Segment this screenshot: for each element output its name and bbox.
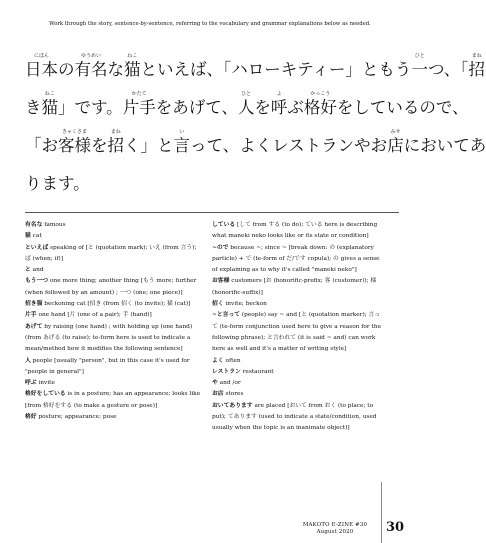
page-number: 30 [386, 520, 405, 535]
story-text-segment: においてあ [403, 136, 486, 155]
story-segment [58, 129, 91, 156]
vocab-entry [25, 231, 201, 242]
story-text-segment: ぶ [287, 98, 304, 117]
story-segment [58, 53, 75, 80]
story-segment [141, 53, 412, 80]
vocabulary-right-column [212, 220, 384, 435]
story-text [25, 42, 486, 194]
story-text-segment: の [58, 60, 75, 79]
furigana: にほん [33, 53, 49, 59]
vocab-term: ~と言って [212, 312, 241, 319]
vocab-definition: posture; appearance; pose [38, 414, 117, 421]
furigana: まね [471, 53, 482, 59]
story-segment [25, 91, 42, 118]
furigana: ひと [241, 91, 252, 97]
furigana: い [179, 129, 185, 135]
story-text-segment: 言 [173, 136, 190, 155]
story-segment [428, 53, 469, 80]
vocab-definition: famous [44, 222, 66, 228]
vocab-definition: restaurant [242, 368, 274, 375]
story-segment [25, 167, 90, 194]
vocab-definition: and [32, 267, 44, 274]
story-text-segment: を [91, 136, 108, 155]
furigana: まね [110, 129, 121, 135]
vocab-term: あげて [25, 323, 43, 330]
story-text-segment: 格好 [303, 98, 337, 117]
story-text-segment: をしているので、 [336, 98, 469, 117]
story-text-segment: 片手 [122, 98, 156, 117]
story-text-segment: をあげて、 [155, 98, 238, 117]
story-line [25, 80, 469, 118]
vocab-definition: speaking of [と (quotation mark); いえ (from 言う); ば (when; if)] [25, 244, 197, 262]
vocab-entry [212, 276, 384, 299]
story-text-segment: な [107, 60, 124, 79]
vocab-term: 人 [25, 357, 31, 364]
vocab-entry [25, 310, 201, 321]
story-text-segment: 客様 [58, 136, 91, 155]
story-text-segment: 一 [411, 60, 428, 79]
story-segment [124, 129, 174, 156]
story-text-segment: き [25, 98, 42, 117]
furigana [108, 53, 125, 60]
story-segment [411, 53, 428, 80]
furigana: きゃくさま [61, 129, 87, 135]
story-segment [25, 53, 58, 80]
story-segment [387, 129, 404, 156]
vocab-entry [25, 276, 201, 299]
story-segment [25, 129, 58, 156]
story-segment [174, 129, 191, 156]
furigana: ねこ [44, 91, 55, 97]
vocab-term: 格好をしている [25, 391, 66, 398]
furigana [254, 91, 271, 98]
furigana [404, 129, 486, 136]
story-line [25, 118, 486, 156]
story-line [25, 156, 397, 194]
story-segment [156, 91, 238, 118]
furigana: みせ [390, 129, 401, 135]
vocab-entry [25, 378, 201, 389]
vocab-entry [25, 299, 201, 310]
story-segment [287, 91, 304, 118]
vocab-definition: stores [225, 391, 244, 398]
furigana [337, 91, 469, 98]
vocab-term: 有名な [25, 222, 43, 228]
issue-date: August 2020 [316, 529, 354, 535]
vocab-term: や [212, 380, 218, 387]
story-text-segment: 猫 [124, 60, 141, 79]
story-segment [42, 91, 59, 118]
vocab-definition: are placed [おいて from おく (to place; to put); てあります (used to indicate a state/condition, used usually when the topic is an inanimate object)] [212, 402, 377, 432]
story-segment [190, 129, 387, 156]
footer-accent-bar [381, 482, 382, 543]
story-segment [469, 53, 486, 80]
vocab-entry [212, 401, 384, 435]
story-text-segment: 招 [107, 136, 124, 155]
vocab-term: している [212, 222, 236, 228]
vocab-definition: is in a posture; has an appearance; looks like [from 格好をする (to make a gesture or pose)] [25, 391, 201, 409]
vocab-entry [212, 378, 384, 389]
vocab-entry [25, 356, 201, 379]
furigana: ゆうめい [80, 53, 101, 59]
furigana: ねこ [127, 53, 138, 59]
vocab-term: といえば [25, 244, 49, 251]
vocab-entry [212, 310, 384, 355]
story-segment [337, 91, 469, 118]
story-text-segment: 招 [468, 60, 486, 79]
furigana [58, 91, 123, 98]
story-text-segment: といえば、「ハローキティー」ともう [140, 60, 412, 79]
story-text-segment: 有名 [74, 60, 108, 79]
story-text-segment: 日本 [25, 60, 58, 79]
vocab-entry [212, 367, 384, 378]
vocab-term: もう一つ [25, 278, 49, 285]
story-segment [91, 129, 108, 156]
vocab-term: 招き猫 [25, 301, 43, 308]
vocab-entry [212, 243, 384, 277]
story-segment [58, 91, 123, 118]
furigana: ひと [414, 53, 425, 59]
furigana [156, 91, 238, 98]
vocab-definition: and /or [219, 380, 241, 387]
vocab-definition: one more thing; another thing [もう more; further (when followed by an amount) ; 一つ (one; one piece)] [25, 278, 197, 296]
vocab-definition: by raising (one hand) ; with holding up (one hand) (from あげる (to raise); te-form here is used to indicate a mean/method how it modifies the following sentence] [25, 323, 193, 353]
story-segment [75, 53, 108, 80]
story-segment [238, 91, 255, 118]
furigana [25, 167, 90, 174]
vocab-entry [25, 412, 201, 423]
story-text-segment: って、よくレストランやお [190, 136, 388, 155]
vocab-definition: beckoning cat [招き (from 招く (to invite); 猫 (cat)] [44, 301, 191, 308]
furigana: よ [276, 91, 282, 97]
vocab-definition: often [225, 357, 241, 364]
vocab-term: 呼ぶ [25, 380, 37, 387]
vocab-definition: people [usually "person", but in this case it's used for "people in general"] [25, 357, 190, 375]
vocab-entry [25, 243, 201, 266]
story-text-segment: 人 [237, 98, 255, 117]
story-segment [254, 91, 271, 118]
story-text-segment: く」と [124, 136, 174, 155]
furigana [58, 53, 75, 60]
intro-instruction: Work through the story, sentence-by-sentence, referring to the vocabulary and grammar explanations below as needed. [49, 21, 371, 27]
furigana: かっこう [310, 91, 331, 97]
vocab-definition: [して from する (to do); ている here is describing what maneki neko looks like or its state or condition] [212, 222, 378, 240]
vocab-term: レストラン [212, 368, 241, 375]
story-text-segment: 店 [387, 136, 404, 155]
furigana [190, 129, 387, 136]
vocab-entry [25, 322, 201, 356]
vocab-definition: one hand [片 (one of a pair); 手 (hand)] [38, 312, 152, 319]
story-segment [123, 91, 156, 118]
vocab-term: 猫 [25, 233, 31, 240]
section-divider [25, 212, 399, 213]
vocab-entry [212, 389, 384, 400]
vocab-term: 格好 [25, 414, 37, 421]
furigana [124, 129, 174, 136]
furigana [141, 53, 412, 60]
vocabulary-left-column [25, 220, 201, 423]
vocab-entry [25, 389, 201, 412]
magazine-title: MAKOTO E-ZINE #30 [302, 522, 368, 528]
vocab-entry [212, 299, 384, 310]
vocab-definition: because ~; since ~ [break down: の (explanatory particle) + で (te-form of だ/です copula); の gives a sense of explaining as to why it's called "maneki neko"] [212, 244, 380, 274]
story-text-segment: ります。 [25, 174, 90, 193]
vocab-term: おいてあります [212, 402, 253, 409]
footer-magazine [290, 522, 380, 536]
story-line [25, 42, 486, 80]
vocab-definition: customers [お (honorific-prefix; 客 (customer)); 様 (honorific-suffix)] [212, 278, 377, 296]
story-segment [404, 129, 486, 156]
story-segment [108, 129, 125, 156]
vocab-term: お店 [212, 391, 224, 398]
vocab-entry [25, 220, 201, 231]
story-segment [124, 53, 141, 80]
story-segment [108, 53, 125, 80]
vocab-entry [25, 265, 201, 276]
vocab-term: 招く [212, 301, 224, 308]
story-segment [304, 91, 337, 118]
vocab-entry [212, 356, 384, 367]
vocab-definition: (people) say ~ and [と (quotation marker); 言って (te-form conjunction used here to give a reason for the following phrase); と言われて (it is said ~ and) can work here as well and it's a matter of writing style] [212, 312, 382, 353]
story-text-segment: 」です。 [58, 98, 123, 117]
vocab-entry [212, 220, 384, 243]
vocab-definition: cat [32, 233, 42, 240]
vocab-definition: invite; beckon [225, 301, 267, 308]
furigana [428, 53, 469, 60]
story-text-segment: 猫 [41, 98, 58, 117]
story-text-segment: 呼 [270, 98, 288, 117]
furigana [287, 91, 304, 98]
vocab-term: お客様 [212, 278, 230, 285]
story-text-segment: つ、「 [427, 60, 469, 79]
vocab-term: 片手 [25, 312, 37, 319]
furigana [25, 91, 42, 98]
vocab-term: よく [212, 357, 224, 364]
furigana [25, 129, 58, 136]
story-segment [271, 91, 288, 118]
vocab-term: と [25, 267, 31, 274]
vocab-term: ~ので [212, 244, 229, 251]
story-text-segment: を [254, 98, 271, 117]
furigana: かたて [131, 91, 147, 97]
story-text-segment: 「お [25, 136, 58, 155]
vocab-definition: invite [38, 380, 55, 387]
furigana [91, 129, 108, 136]
